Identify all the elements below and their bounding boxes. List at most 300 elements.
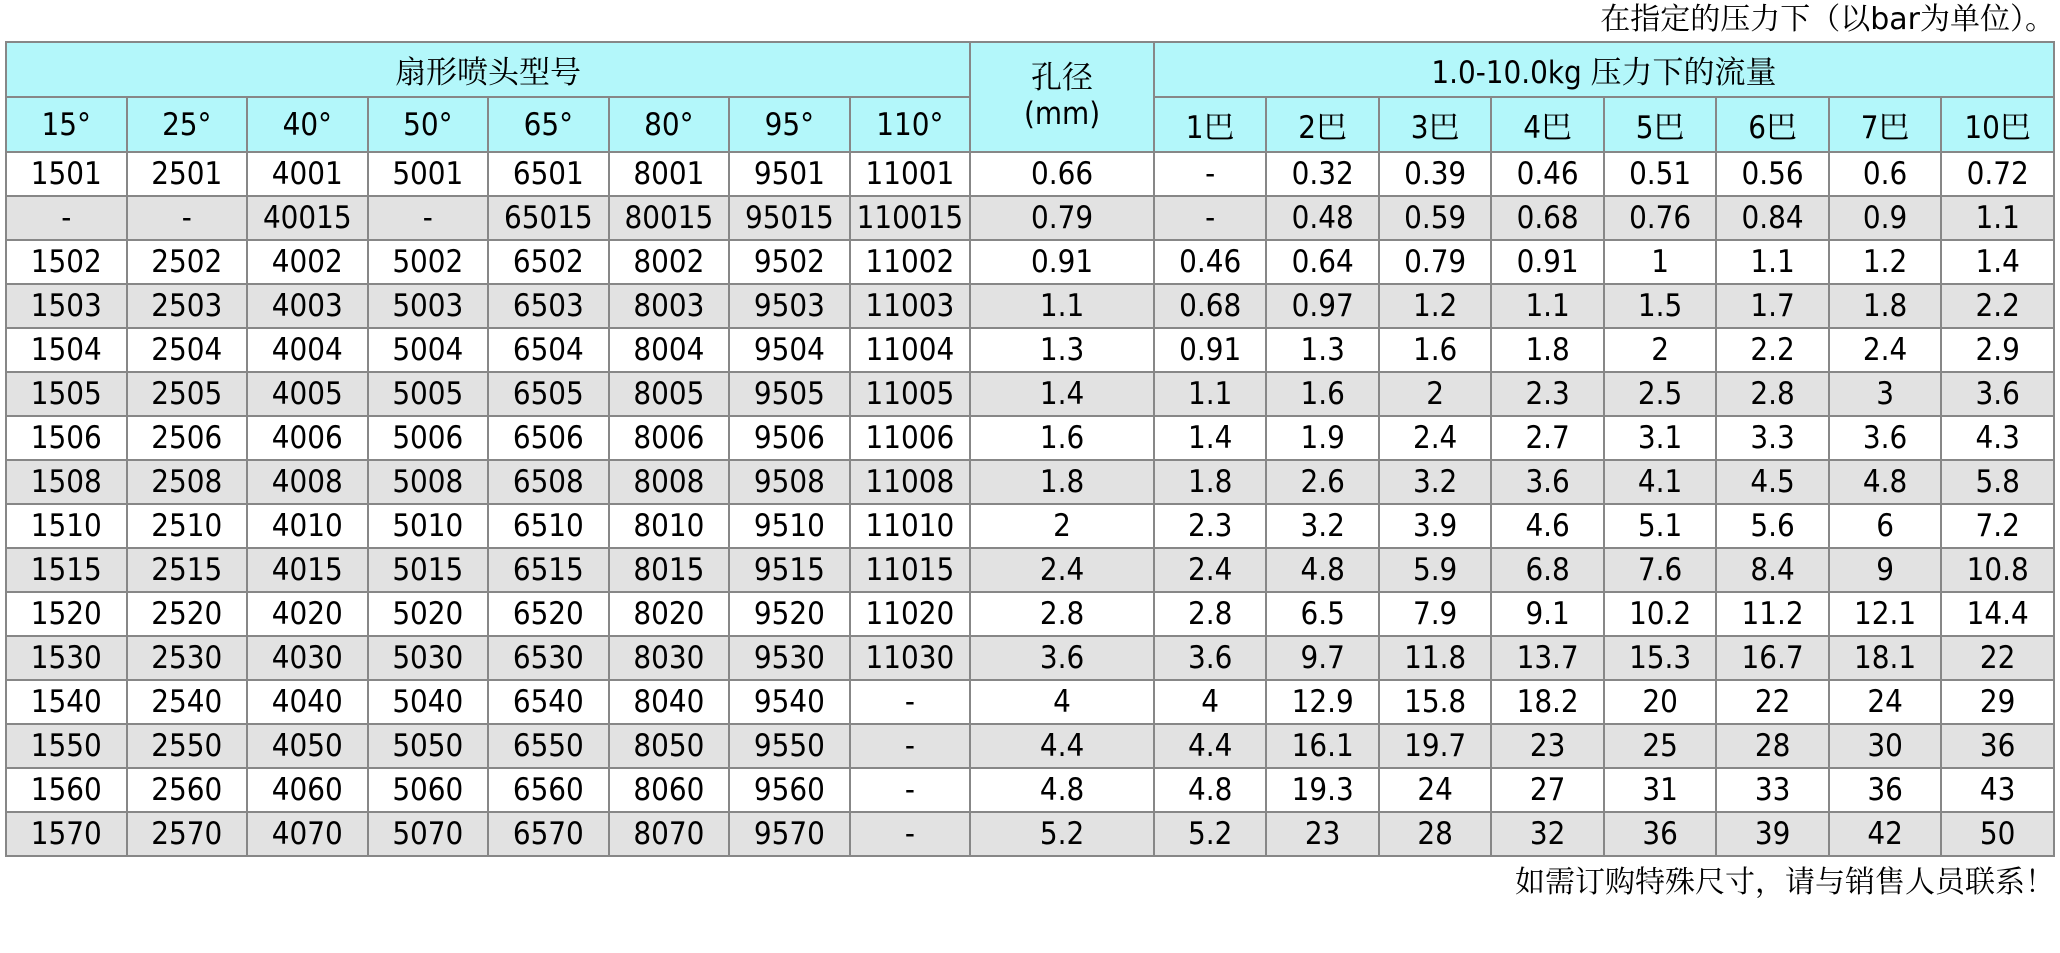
table-row: [6, 284, 2054, 328]
model-cell: 11010: [850, 504, 971, 548]
flow-cell: 12.9: [1266, 680, 1378, 724]
flow-cell: 1: [1604, 240, 1716, 284]
flow-cell: 42: [1829, 812, 1941, 856]
model-cell: 9505: [729, 372, 850, 416]
flow-cell: 2.8: [1716, 372, 1828, 416]
flow-cell: 2.4: [1379, 416, 1491, 460]
model-cell: 6540: [488, 680, 609, 724]
model-cell: 8005: [609, 372, 730, 416]
model-cell: 110015: [850, 196, 971, 240]
model-cell: 9550: [729, 724, 850, 768]
flow-cell: 6.5: [1266, 592, 1378, 636]
model-cell: 1560: [6, 768, 127, 812]
flow-group-header: 1.0-10.0kg 压力下的流量: [1154, 42, 2054, 97]
flow-cell: 15.3: [1604, 636, 1716, 680]
flow-cell: 1.1: [1941, 196, 2054, 240]
flow-cell: 0.46: [1491, 152, 1603, 196]
flow-cell: 7.2: [1941, 504, 2054, 548]
pressure-header: 7巴: [1829, 97, 1941, 152]
flow-cell: 0.46: [1154, 240, 1266, 284]
flow-cell: -: [1154, 196, 1266, 240]
model-cell: 11030: [850, 636, 971, 680]
model-cell: 8008: [609, 460, 730, 504]
flow-cell: 2.2: [1941, 284, 2054, 328]
flow-cell: 32: [1491, 812, 1603, 856]
model-cell: 6501: [488, 152, 609, 196]
model-cell: 5005: [368, 372, 489, 416]
flow-cell: 2.3: [1491, 372, 1603, 416]
aperture-header-line2: (mm): [1023, 96, 1101, 132]
flow-cell: 24: [1829, 680, 1941, 724]
flow-cell: 7.9: [1379, 592, 1491, 636]
model-cell: -: [850, 680, 971, 724]
flow-cell: 0.97: [1266, 284, 1378, 328]
model-cell: 9501: [729, 152, 850, 196]
flow-cell: 2.6: [1266, 460, 1378, 504]
model-cell: 4060: [247, 768, 368, 812]
table-row: [6, 724, 2054, 768]
flow-cell: 50: [1941, 812, 2054, 856]
flow-cell: 1.8: [1154, 460, 1266, 504]
model-cell: 5001: [368, 152, 489, 196]
flow-cell: 11.2: [1716, 592, 1828, 636]
flow-cell: 1.2: [1829, 240, 1941, 284]
flow-cell: 0.32: [1266, 152, 1378, 196]
angle-header: 80°: [609, 97, 730, 152]
model-cell: 1504: [6, 328, 127, 372]
table-header: [6, 42, 2054, 152]
model-cell: 2503: [127, 284, 248, 328]
model-cell: 5020: [368, 592, 489, 636]
pressure-header: 1巴: [1154, 97, 1266, 152]
aperture-cell: 1.3: [970, 328, 1154, 372]
model-cell: 8030: [609, 636, 730, 680]
aperture-cell: 2: [970, 504, 1154, 548]
model-cell: -: [850, 768, 971, 812]
model-cell: 6502: [488, 240, 609, 284]
flow-cell: 5.6: [1716, 504, 1828, 548]
model-cell: 6520: [488, 592, 609, 636]
flow-cell: 0.72: [1941, 152, 2054, 196]
aperture-cell: 2.8: [970, 592, 1154, 636]
model-cell: 8015: [609, 548, 730, 592]
model-cell: 4070: [247, 812, 368, 856]
model-cell: 8002: [609, 240, 730, 284]
flow-cell: 14.4: [1941, 592, 2054, 636]
flow-cell: 0.84: [1716, 196, 1828, 240]
flow-cell: 0.68: [1154, 284, 1266, 328]
flow-cell: 0.56: [1716, 152, 1828, 196]
model-cell: 4004: [247, 328, 368, 372]
flow-cell: 18.1: [1829, 636, 1941, 680]
flow-cell: 1.6: [1266, 372, 1378, 416]
flow-cell: 0.64: [1266, 240, 1378, 284]
flow-cell: 3.1: [1604, 416, 1716, 460]
aperture-cell: 0.79: [970, 196, 1154, 240]
flow-cell: 2.5: [1604, 372, 1716, 416]
flow-cell: 1.9: [1266, 416, 1378, 460]
flow-cell: 4: [1154, 680, 1266, 724]
flow-cell: 15.8: [1379, 680, 1491, 724]
model-cell: 11020: [850, 592, 971, 636]
bottom-note: 如需订购特殊尺寸，请与销售人员联系！: [1515, 865, 2055, 900]
flow-cell: 1.5: [1604, 284, 1716, 328]
model-cell: 9506: [729, 416, 850, 460]
flow-cell: 19.7: [1379, 724, 1491, 768]
flow-cell: 3.6: [1491, 460, 1603, 504]
angle-header: 25°: [127, 97, 248, 152]
model-group-header: 扇形喷头型号: [6, 42, 970, 97]
model-cell: 6560: [488, 768, 609, 812]
flow-cell: 12.1: [1829, 592, 1941, 636]
model-cell: 2540: [127, 680, 248, 724]
flow-cell: 1.1: [1154, 372, 1266, 416]
flow-cell: 9: [1829, 548, 1941, 592]
model-cell: 9508: [729, 460, 850, 504]
flow-cell: 2.8: [1154, 592, 1266, 636]
model-cell: 5002: [368, 240, 489, 284]
flow-cell: 43: [1941, 768, 2054, 812]
model-cell: 1502: [6, 240, 127, 284]
model-cell: 5015: [368, 548, 489, 592]
aperture-cell: 1.1: [970, 284, 1154, 328]
model-cell: 1501: [6, 152, 127, 196]
flow-cell: 5.2: [1154, 812, 1266, 856]
model-cell: -: [850, 812, 971, 856]
table-row: [6, 416, 2054, 460]
model-cell: 5006: [368, 416, 489, 460]
model-cell: 40015: [247, 196, 368, 240]
aperture-cell: 1.6: [970, 416, 1154, 460]
table-row: [6, 460, 2054, 504]
model-cell: 6503: [488, 284, 609, 328]
flow-cell: 20: [1604, 680, 1716, 724]
model-cell: 1550: [6, 724, 127, 768]
flow-cell: 22: [1716, 680, 1828, 724]
flow-cell: 4.8: [1266, 548, 1378, 592]
flow-cell: 1.3: [1266, 328, 1378, 372]
table-row: [6, 196, 2054, 240]
flow-cell: 2.7: [1491, 416, 1603, 460]
flow-cell: 28: [1379, 812, 1491, 856]
flow-cell: 4.6: [1491, 504, 1603, 548]
model-cell: 5070: [368, 812, 489, 856]
model-cell: 2570: [127, 812, 248, 856]
flow-cell: 0.91: [1491, 240, 1603, 284]
model-cell: 9540: [729, 680, 850, 724]
model-cell: 11006: [850, 416, 971, 460]
table-row: [6, 768, 2054, 812]
model-cell: 2510: [127, 504, 248, 548]
flow-cell: 3: [1829, 372, 1941, 416]
angle-header: 40°: [247, 97, 368, 152]
angle-header: 95°: [729, 97, 850, 152]
flow-cell: 3.6: [1829, 416, 1941, 460]
model-cell: 9570: [729, 812, 850, 856]
aperture-cell: 1.4: [970, 372, 1154, 416]
model-cell: 4020: [247, 592, 368, 636]
model-cell: 1508: [6, 460, 127, 504]
flow-cell: 23: [1491, 724, 1603, 768]
aperture-cell: 1.8: [970, 460, 1154, 504]
flow-cell: 8.4: [1716, 548, 1828, 592]
flow-cell: 4.5: [1716, 460, 1828, 504]
flow-cell: 18.2: [1491, 680, 1603, 724]
model-cell: 11004: [850, 328, 971, 372]
angle-header: 110°: [850, 97, 971, 152]
model-cell: 8003: [609, 284, 730, 328]
model-cell: 6530: [488, 636, 609, 680]
model-cell: 4050: [247, 724, 368, 768]
model-cell: 8004: [609, 328, 730, 372]
model-cell: 11008: [850, 460, 971, 504]
pressure-header: 5巴: [1604, 97, 1716, 152]
flow-cell: 0.39: [1379, 152, 1491, 196]
table-row: [6, 372, 2054, 416]
model-cell: 5008: [368, 460, 489, 504]
model-cell: 8040: [609, 680, 730, 724]
model-cell: -: [850, 724, 971, 768]
model-cell: 2505: [127, 372, 248, 416]
flow-cell: 36: [1604, 812, 1716, 856]
aperture-cell: 2.4: [970, 548, 1154, 592]
model-cell: 65015: [488, 196, 609, 240]
pressure-header: 2巴: [1266, 97, 1378, 152]
flow-cell: 1.1: [1491, 284, 1603, 328]
aperture-cell: 4.8: [970, 768, 1154, 812]
model-cell: 6508: [488, 460, 609, 504]
model-cell: 8070: [609, 812, 730, 856]
model-cell: 6506: [488, 416, 609, 460]
flow-cell: 5.9: [1379, 548, 1491, 592]
model-cell: -: [6, 196, 127, 240]
flow-cell: 0.91: [1154, 328, 1266, 372]
flow-cell: 0.59: [1379, 196, 1491, 240]
flow-cell: 3.9: [1379, 504, 1491, 548]
model-cell: 95015: [729, 196, 850, 240]
flow-cell: 1.6: [1379, 328, 1491, 372]
model-cell: 2504: [127, 328, 248, 372]
model-cell: 4010: [247, 504, 368, 548]
model-cell: 1540: [6, 680, 127, 724]
model-cell: 4040: [247, 680, 368, 724]
model-cell: 5050: [368, 724, 489, 768]
flow-cell: 0.51: [1604, 152, 1716, 196]
flow-cell: 4.8: [1154, 768, 1266, 812]
model-cell: 6515: [488, 548, 609, 592]
flow-cell: 9.7: [1266, 636, 1378, 680]
table-row: [6, 592, 2054, 636]
flow-cell: 24: [1379, 768, 1491, 812]
table-row: [6, 636, 2054, 680]
model-cell: 4006: [247, 416, 368, 460]
model-cell: 5040: [368, 680, 489, 724]
aperture-cell: 0.66: [970, 152, 1154, 196]
flow-cell: -: [1154, 152, 1266, 196]
model-cell: 5010: [368, 504, 489, 548]
table-row: [6, 152, 2054, 196]
model-cell: 11002: [850, 240, 971, 284]
model-cell: 1503: [6, 284, 127, 328]
flow-cell: 3.6: [1941, 372, 2054, 416]
aperture-cell: 3.6: [970, 636, 1154, 680]
model-cell: 6550: [488, 724, 609, 768]
flow-cell: 25: [1604, 724, 1716, 768]
flow-cell: 2: [1379, 372, 1491, 416]
aperture-header: [970, 42, 1154, 152]
flow-cell: 3.6: [1154, 636, 1266, 680]
pressure-header: 3巴: [1379, 97, 1491, 152]
model-cell: 1510: [6, 504, 127, 548]
model-cell: 8010: [609, 504, 730, 548]
flow-cell: 2.4: [1829, 328, 1941, 372]
flow-cell: 11.8: [1379, 636, 1491, 680]
flow-cell: 27: [1491, 768, 1603, 812]
table-row: [6, 680, 2054, 724]
flow-cell: 1.8: [1491, 328, 1603, 372]
flow-cell: 2.3: [1154, 504, 1266, 548]
aperture-cell: 4.4: [970, 724, 1154, 768]
flow-cell: 36: [1941, 724, 2054, 768]
flow-cell: 1.4: [1941, 240, 2054, 284]
model-cell: 8001: [609, 152, 730, 196]
flow-cell: 3.2: [1266, 504, 1378, 548]
flow-cell: 0.48: [1266, 196, 1378, 240]
flow-cell: 0.79: [1379, 240, 1491, 284]
flow-cell: 4.1: [1604, 460, 1716, 504]
pressure-header: 6巴: [1716, 97, 1828, 152]
flow-cell: 0.9: [1829, 196, 1941, 240]
model-cell: 9520: [729, 592, 850, 636]
model-cell: 6570: [488, 812, 609, 856]
flow-cell: 22: [1941, 636, 2054, 680]
flow-cell: 4.3: [1941, 416, 2054, 460]
flow-cell: 33: [1716, 768, 1828, 812]
model-cell: 11003: [850, 284, 971, 328]
table-body: [6, 152, 2054, 856]
angle-header: 15°: [6, 97, 127, 152]
model-cell: 4002: [247, 240, 368, 284]
model-cell: 8020: [609, 592, 730, 636]
model-cell: 9560: [729, 768, 850, 812]
model-cell: 9504: [729, 328, 850, 372]
model-cell: 4008: [247, 460, 368, 504]
flow-cell: 5.8: [1941, 460, 2054, 504]
model-cell: 4030: [247, 636, 368, 680]
flow-cell: 29: [1941, 680, 2054, 724]
model-cell: 11001: [850, 152, 971, 196]
table-row: [6, 548, 2054, 592]
flow-cell: 2.4: [1154, 548, 1266, 592]
model-cell: 4001: [247, 152, 368, 196]
flow-cell: 5.1: [1604, 504, 1716, 548]
model-cell: 2506: [127, 416, 248, 460]
model-cell: 6504: [488, 328, 609, 372]
model-cell: 6505: [488, 372, 609, 416]
aperture-header-line1: 孔径: [1031, 60, 1094, 97]
flow-cell: 10.2: [1604, 592, 1716, 636]
table-row: [6, 504, 2054, 548]
model-cell: 1530: [6, 636, 127, 680]
model-cell: 1506: [6, 416, 127, 460]
model-cell: 9515: [729, 548, 850, 592]
flow-cell: 1.4: [1154, 416, 1266, 460]
model-cell: 2550: [127, 724, 248, 768]
model-cell: 1520: [6, 592, 127, 636]
model-cell: 5060: [368, 768, 489, 812]
model-cell: 6510: [488, 504, 609, 548]
model-cell: 2515: [127, 548, 248, 592]
model-cell: -: [127, 196, 248, 240]
model-cell: 1505: [6, 372, 127, 416]
flow-cell: 2.2: [1716, 328, 1828, 372]
model-cell: 4003: [247, 284, 368, 328]
model-cell: 5030: [368, 636, 489, 680]
flow-cell: 3.3: [1716, 416, 1828, 460]
flow-cell: 1.8: [1829, 284, 1941, 328]
flow-cell: 1.2: [1379, 284, 1491, 328]
model-cell: 8060: [609, 768, 730, 812]
flow-cell: 1.1: [1716, 240, 1828, 284]
aperture-cell: 4: [970, 680, 1154, 724]
table-row: [6, 328, 2054, 372]
flow-cell: 2.9: [1941, 328, 2054, 372]
model-cell: 2520: [127, 592, 248, 636]
flow-cell: 0.76: [1604, 196, 1716, 240]
flow-cell: 16.1: [1266, 724, 1378, 768]
flow-cell: 0.68: [1491, 196, 1603, 240]
flow-cell: 6.8: [1491, 548, 1603, 592]
flow-cell: 6: [1829, 504, 1941, 548]
model-cell: 11015: [850, 548, 971, 592]
angle-header: 50°: [368, 97, 489, 152]
model-cell: 2530: [127, 636, 248, 680]
flow-cell: 28: [1716, 724, 1828, 768]
flow-cell: 3.2: [1379, 460, 1491, 504]
group-header-row: [6, 42, 2054, 97]
model-cell: 2501: [127, 152, 248, 196]
flow-cell: 36: [1829, 768, 1941, 812]
model-cell: 5004: [368, 328, 489, 372]
model-cell: 11005: [850, 372, 971, 416]
pressure-header: 4巴: [1491, 97, 1603, 152]
model-cell: 80015: [609, 196, 730, 240]
flow-cell: 7.6: [1604, 548, 1716, 592]
table-row: [6, 812, 2054, 856]
flow-cell: 31: [1604, 768, 1716, 812]
table-row: [6, 240, 2054, 284]
model-cell: 5003: [368, 284, 489, 328]
flow-cell: 16.7: [1716, 636, 1828, 680]
flow-cell: 9.1: [1491, 592, 1603, 636]
model-cell: 9530: [729, 636, 850, 680]
aperture-cell: 5.2: [970, 812, 1154, 856]
model-cell: 2508: [127, 460, 248, 504]
model-cell: 2502: [127, 240, 248, 284]
model-cell: 9502: [729, 240, 850, 284]
model-cell: 1515: [6, 548, 127, 592]
nozzle-flow-table: [5, 41, 2055, 857]
model-cell: 9510: [729, 504, 850, 548]
top-note: 在指定的压力下（以bar为单位）。: [1600, 2, 2055, 37]
model-cell: 4015: [247, 548, 368, 592]
model-cell: 8006: [609, 416, 730, 460]
flow-cell: 1.7: [1716, 284, 1828, 328]
aperture-cell: 0.91: [970, 240, 1154, 284]
model-cell: 1570: [6, 812, 127, 856]
model-cell: 4005: [247, 372, 368, 416]
pressure-header: 10巴: [1941, 97, 2054, 152]
